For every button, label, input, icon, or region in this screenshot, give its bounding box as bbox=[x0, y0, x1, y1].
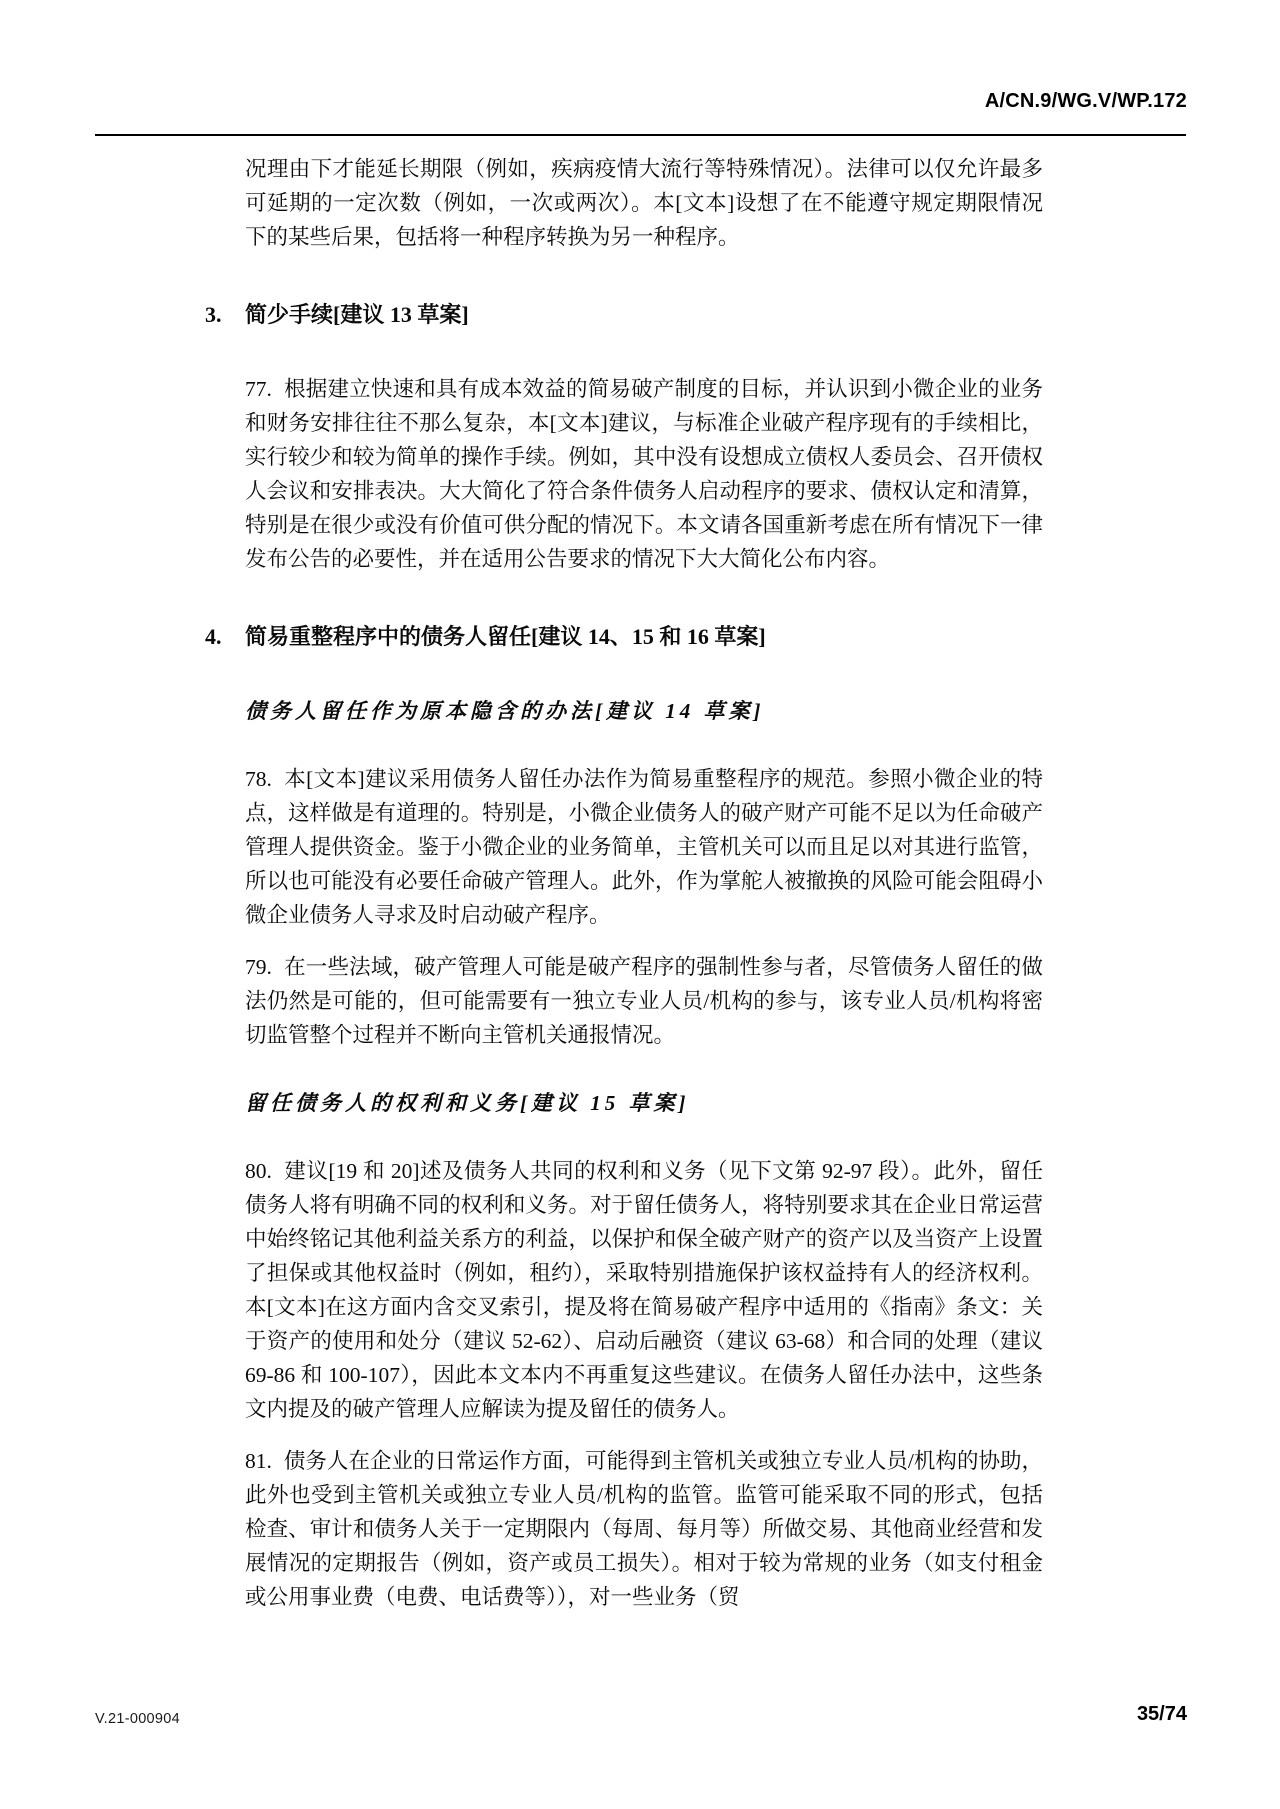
section-number: 3. bbox=[205, 302, 222, 327]
paragraph-number: 80. bbox=[245, 1159, 272, 1183]
paragraph-81 bbox=[245, 1444, 1043, 1614]
paragraph-77 bbox=[245, 372, 1043, 576]
paragraph-79 bbox=[245, 950, 1043, 1052]
subheading-text: 留任债务人的权利和义务[建议 15 草案] bbox=[245, 1091, 690, 1115]
section-heading-3 bbox=[205, 298, 1043, 332]
section-title: 简易重整程序中的债务人留任[建议 14、15 和 16 草案] bbox=[245, 624, 766, 649]
paragraph-text: 在一些法域，破产管理人可能是破产程序的强制性参与者，尽管债务人留任的做法仍然是可能的，但可能需要有一独立专业人员/机构的参与，该专业人员/机构将密切监管整个过程并不断向主管机关通报情况。 bbox=[245, 955, 1043, 1047]
paragraph-number: 81. bbox=[245, 1449, 272, 1473]
document-body bbox=[205, 152, 1043, 1632]
paragraph-text: 本[文本]建议采用债务人留任办法作为简易重整程序的规范。参照小微企业的特点，这样做是有道理的。特别是，小微企业债务人的破产财产可能不足以为任命破产管理人提供资金。鉴于小微企业的业务简单，主管机关可以而且足以对其进行监管，所以也可能没有必要任命破产管理人。此外，作为掌舵人被撤换的风险可能会阻碍小微企业债务人寻求及时启动破产程序。 bbox=[245, 767, 1043, 927]
footer-page-indicator: 35/74 bbox=[1136, 1703, 1187, 1725]
paragraph-text: 建议[19 和 20]述及债务人共同的权利和义务（见下文第 92-97 段）。此外，留任债务人将有明确不同的权利和义务。对于留任债务人，将特别要求其在企业日常运营中始终铭记其他利益关系方的利益，以保护和保全破产财产的资产以及当资产上设置了担保或其他权益时（例如，租约），采取特别措施保护该权益持有人的经济权利。本[文本]在这方面内含交叉索引，提及将在简易破产程序中适用的《指南》条文：关于资产的使用和处分（建议 52-62）、启动后融资（建议 63-68）和合同的处理（建议 69-86 和 100-107），因此本文本内不再重复这些建议。在债务人留任办法中，这些条文内提及的破产管理人应解读为提及留任的债务人。 bbox=[245, 1159, 1043, 1421]
section-heading-4 bbox=[205, 620, 1043, 654]
paragraph-text: 根据建立快速和具有成本效益的简易破产制度的目标，并认识到小微企业的业务和财务安排往往不那么复杂，本[文本]建议，与标准企业破产程序现有的手续相比，实行较少和较为简单的操作手续。例如，其中没有设想成立债权人委员会、召开债权人会议和安排表决。大大简化了符合条件债务人启动程序的要求、债权认定和清算，特别是在很少或没有价值可供分配的情况下。本文请各国重新考虑在所有情况下一律发布公告的必要性，并在适用公告要求的情况下大大简化公布内容。 bbox=[245, 377, 1043, 571]
paragraph-80 bbox=[245, 1154, 1043, 1426]
footer-job-number: V.21-000904 bbox=[95, 1711, 181, 1727]
paragraph-text: 况理由下才能延长期限（例如，疾病疫情大流行等特殊情况）。法律可以仅允许最多可延期的一定次数（例如，一次或两次）。本[文本]设想了在不能遵守规定期限情况下的某些后果，包括将一种程序转换为另一种程序。 bbox=[245, 157, 1043, 249]
paragraph-number: 77. bbox=[245, 377, 272, 401]
document-symbol: A/CN.9/WG.V/WP.172 bbox=[984, 90, 1187, 112]
paragraph-text: 债务人在企业的日常运作方面，可能得到主管机关或独立专业人员/机构的协助，此外也受到主管机关或独立专业人员/机构的监管。监管可能采取不同的形式，包括检查、审计和债务人关于一定期限内（每周、每月等）所做交易、其他商业经营和发展情况的定期报告（例如，资产或员工损失）。相对于较为常规的业务（如支付租金或公用事业费（电费、电话费等）），对一些业务（贸 bbox=[245, 1449, 1043, 1609]
paragraph-number: 78. bbox=[245, 767, 272, 791]
subheading-recommendation-15 bbox=[245, 1086, 1043, 1120]
section-title: 简少手续[建议 13 草案] bbox=[245, 302, 469, 327]
section-number: 4. bbox=[205, 624, 222, 649]
paragraph-number: 79. bbox=[245, 955, 272, 979]
paragraph-continuation bbox=[245, 152, 1043, 254]
paragraph-78 bbox=[245, 762, 1043, 932]
subheading-text: 债务人留任作为原本隐含的办法[建议 14 草案] bbox=[245, 699, 765, 723]
subheading-recommendation-14 bbox=[245, 694, 1043, 728]
header-rule bbox=[95, 134, 1186, 136]
